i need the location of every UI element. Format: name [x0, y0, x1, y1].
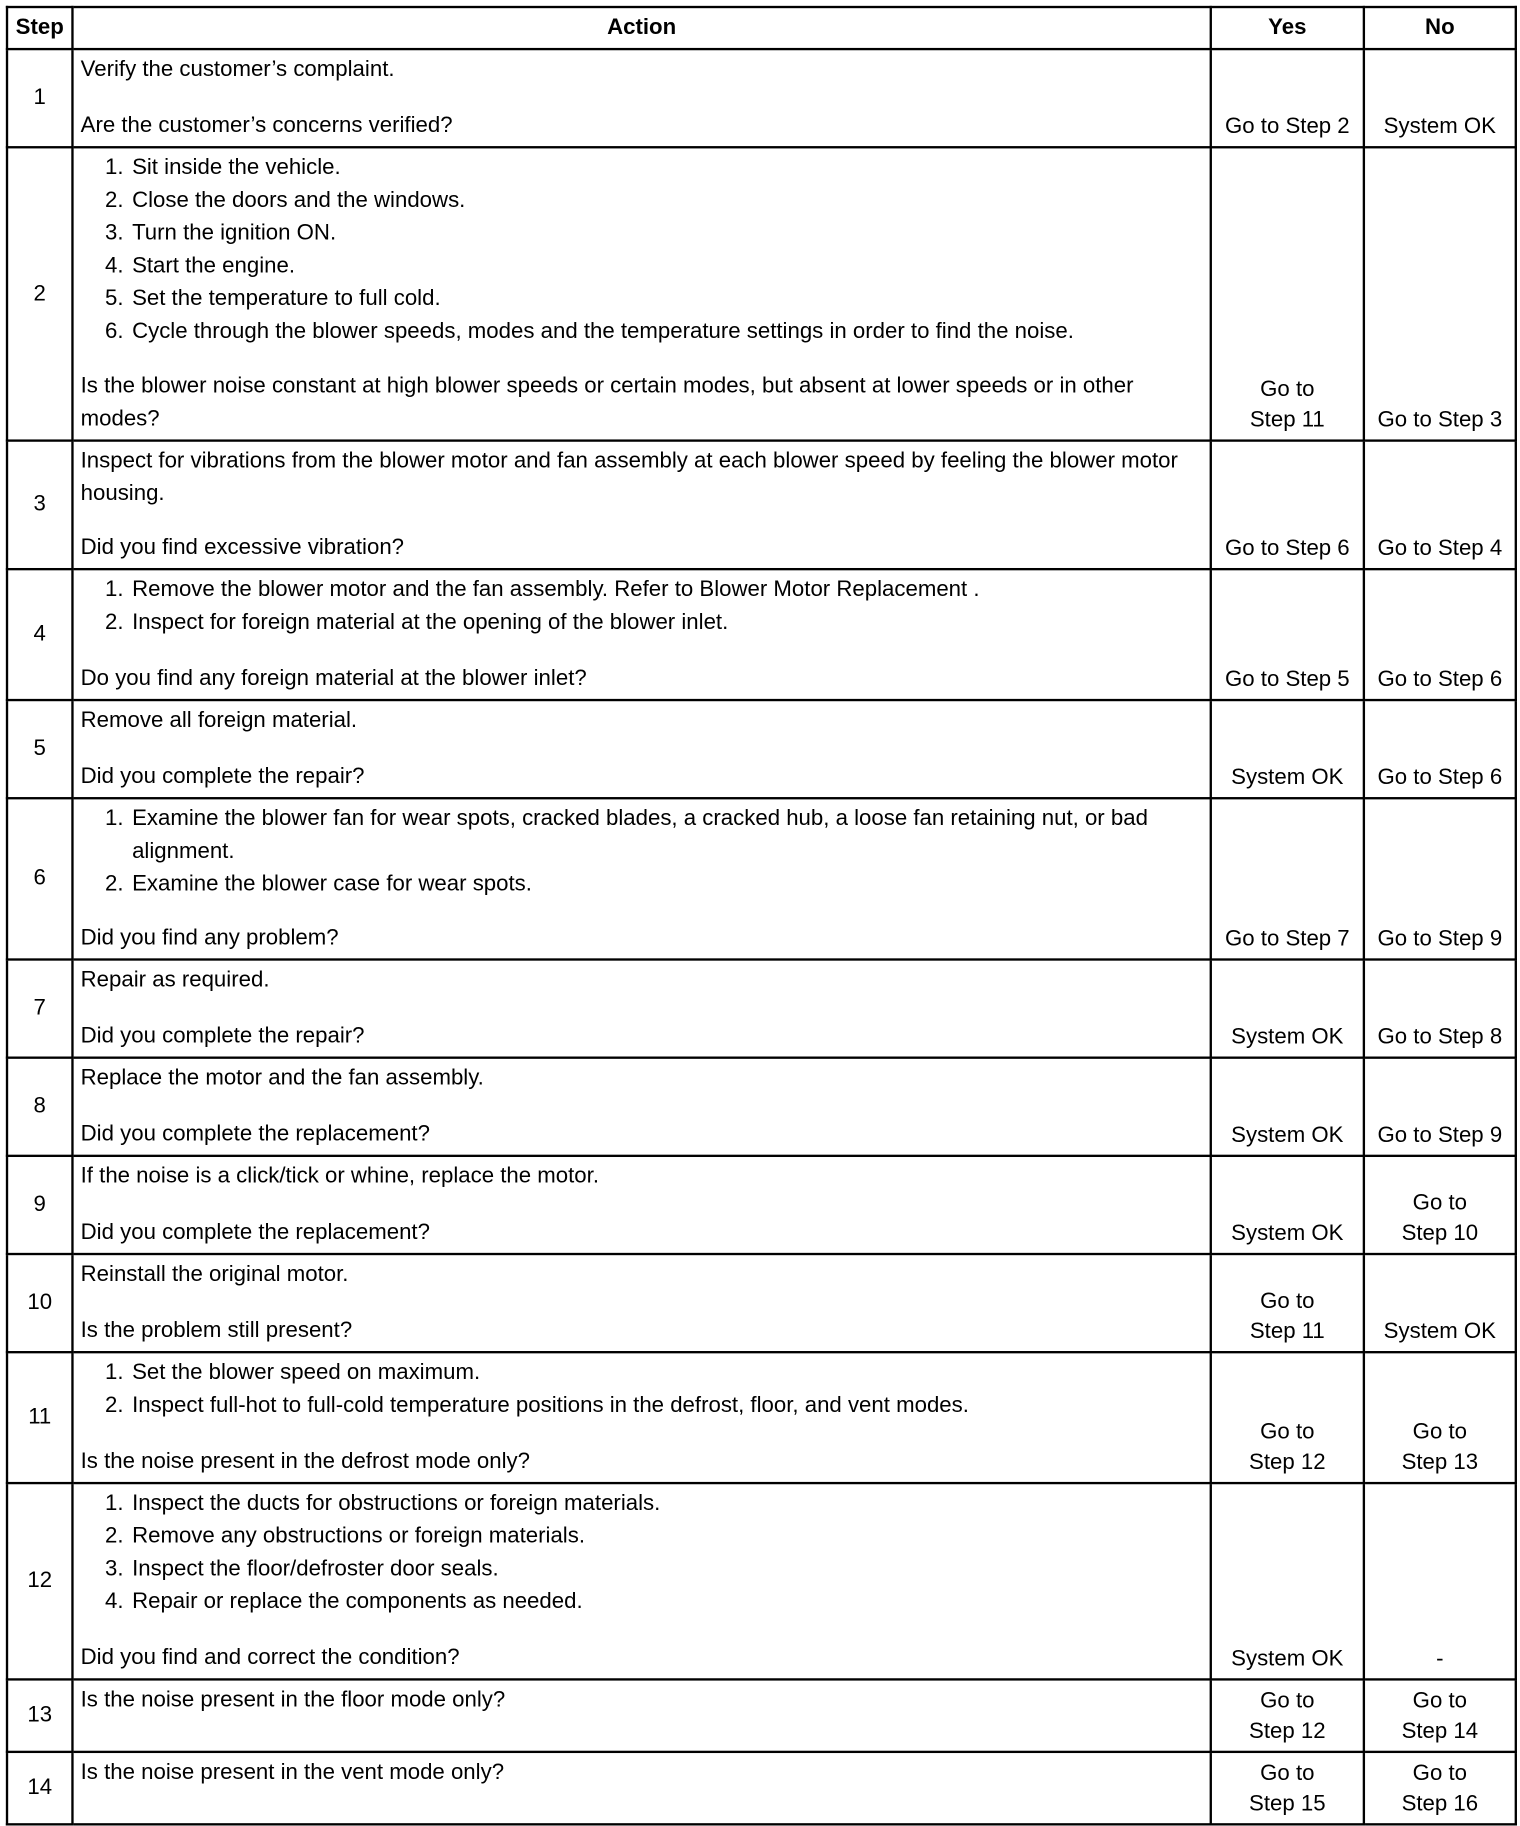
no-result-text: Go to Step 8	[1377, 1024, 1503, 1050]
action-instruction: Remove all foreign material.	[80, 708, 358, 733]
action-cell	[72, 1156, 1210, 1254]
header-yes: Yes	[1211, 7, 1364, 49]
action-list-item: 6. Cycle through the blower speeds, modes and the temperature settings in order to find the noise.	[130, 316, 1205, 349]
action-instruction: If the noise is a click/tick or whine, replace the motor.	[80, 1164, 599, 1189]
action-question: Is the noise present in the vent mode only?	[80, 1760, 505, 1785]
yes-result-text: System OK	[1231, 1221, 1344, 1246]
action-cell	[72, 1679, 1210, 1751]
yes-result	[1211, 700, 1364, 798]
step-number: 4	[7, 569, 72, 700]
yes-result	[1211, 147, 1364, 440]
action-cell	[72, 49, 1210, 147]
no-result	[1364, 1156, 1516, 1254]
table-row	[7, 147, 1516, 440]
action-list-item: 2. Examine the blower case for wear spots.	[130, 868, 1205, 901]
yes-result-text: Go to Step 6	[1224, 536, 1350, 561]
step-number: 12	[7, 1483, 72, 1679]
action-question: Is the noise present in the defrost mode only?	[80, 1449, 530, 1474]
table-row	[7, 960, 1516, 1058]
table-body	[7, 49, 1516, 1824]
diagnostic-table	[6, 6, 1517, 1826]
yes-result-text: System OK	[1231, 1024, 1344, 1050]
yes-result-text: Go to Step 15	[1249, 1761, 1326, 1817]
action-list-item: 2. Remove any obstructions or foreign materials.	[130, 1520, 1205, 1553]
table-row	[7, 798, 1516, 959]
action-list-item: 3. Inspect the floor/defroster door seals.	[130, 1553, 1205, 1586]
action-cell	[72, 960, 1210, 1058]
yes-result	[1211, 1352, 1364, 1483]
action-step-list	[81, 1357, 1205, 1422]
action-cell	[72, 798, 1210, 959]
step-number: 9	[7, 1156, 72, 1254]
yes-result	[1211, 960, 1364, 1058]
action-list-item: 4. Start the engine.	[130, 250, 1205, 283]
header-no: No	[1364, 7, 1516, 49]
no-result-text: Go to Step 16	[1401, 1761, 1479, 1817]
action-step-list	[81, 152, 1205, 348]
no-result-text: Go to Step 6	[1377, 667, 1503, 692]
action-question: Is the noise present in the floor mode only?	[80, 1687, 506, 1713]
no-result-text: Go to Step 14	[1401, 1688, 1479, 1744]
action-list-item: 1. Remove the blower motor and the fan assembly. Refer to Blower Motor Replacement .	[130, 574, 1205, 607]
yes-result	[1211, 1679, 1364, 1751]
yes-result	[1211, 49, 1364, 147]
action-question: Did you complete the replacement?	[80, 1121, 430, 1147]
action-list-item: 2. Inspect for foreign material at the opening of the blower inlet.	[130, 607, 1205, 640]
action-instruction: Inspect for vibrations from the blower motor and fan assembly at each blower speed by feeling the blower motor housing.	[80, 448, 1178, 507]
no-result	[1364, 1752, 1516, 1824]
table-row	[7, 1254, 1516, 1352]
action-cell	[72, 1752, 1210, 1824]
no-result-text: Go to Step 13	[1401, 1419, 1479, 1475]
step-number: 2	[7, 147, 72, 440]
action-list-item: 3. Turn the ignition ON.	[130, 217, 1205, 250]
no-result	[1364, 700, 1516, 798]
no-result	[1364, 147, 1516, 440]
no-result	[1364, 1483, 1516, 1679]
action-step-list	[81, 803, 1205, 901]
no-result-text: Go to Step 4	[1377, 536, 1503, 561]
action-step-list	[81, 574, 1205, 639]
yes-result-text: System OK	[1231, 1646, 1344, 1672]
no-result	[1364, 1352, 1516, 1483]
action-question: Did you complete the repair?	[80, 764, 365, 789]
action-cell	[72, 700, 1210, 798]
yes-result	[1211, 1156, 1364, 1254]
action-list-item: 4. Repair or replace the components as needed.	[130, 1586, 1205, 1619]
table-row	[7, 1679, 1516, 1751]
step-number: 5	[7, 700, 72, 798]
no-result	[1364, 1254, 1516, 1352]
yes-result-text: Go to Step 11	[1249, 1289, 1325, 1345]
table-row	[7, 569, 1516, 700]
yes-result	[1211, 569, 1364, 700]
action-cell	[72, 1058, 1210, 1156]
action-question: Did you complete the replacement?	[80, 1220, 430, 1245]
yes-result-text: Go to Step 5	[1224, 667, 1350, 692]
step-number: 10	[7, 1254, 72, 1352]
no-result-text: Go to Step 6	[1377, 765, 1503, 791]
yes-result	[1211, 1058, 1364, 1156]
action-list-item: 1. Set the blower speed on maximum.	[130, 1357, 1205, 1390]
yes-result-text: Go to Step 7	[1224, 926, 1350, 952]
action-question: Did you find excessive vibration?	[80, 535, 405, 560]
yes-result	[1211, 441, 1364, 570]
action-cell	[72, 1254, 1210, 1352]
no-result	[1364, 1679, 1516, 1751]
table-header-row	[7, 7, 1516, 49]
step-number: 8	[7, 1058, 72, 1156]
step-number: 6	[7, 798, 72, 959]
table-row	[7, 1156, 1516, 1254]
step-number: 1	[7, 49, 72, 147]
action-list-item: 2. Close the doors and the windows.	[130, 185, 1205, 218]
action-question: Are the customer’s concerns verified?	[80, 113, 453, 138]
action-instruction: Verify the customer’s complaint.	[80, 57, 395, 82]
no-result-text: System OK	[1383, 114, 1496, 140]
table-row	[7, 700, 1516, 798]
action-step-list	[81, 1488, 1205, 1619]
yes-result	[1211, 1483, 1364, 1679]
step-number: 11	[7, 1352, 72, 1483]
no-result	[1364, 1058, 1516, 1156]
table-row	[7, 1058, 1516, 1156]
no-result-text: Go to Step 10	[1401, 1190, 1479, 1246]
yes-result	[1211, 1752, 1364, 1824]
no-result	[1364, 569, 1516, 700]
no-result	[1364, 441, 1516, 570]
step-number: 7	[7, 960, 72, 1058]
no-result-text: System OK	[1383, 1319, 1496, 1345]
action-cell	[72, 1483, 1210, 1679]
yes-result	[1211, 1254, 1364, 1352]
table-row	[7, 1483, 1516, 1679]
step-number: 14	[7, 1752, 72, 1824]
table-row	[7, 441, 1516, 570]
action-question: Did you complete the repair?	[80, 1023, 365, 1049]
yes-result-text: System OK	[1231, 765, 1344, 791]
action-question: Do you find any foreign material at the blower inlet?	[80, 666, 587, 691]
action-cell	[72, 147, 1210, 440]
table-row	[7, 1352, 1516, 1483]
table-row	[7, 49, 1516, 147]
yes-result-text: Go to Step 12	[1249, 1419, 1326, 1475]
yes-result-text: Go to Step 11	[1249, 377, 1325, 433]
action-instruction: Reinstall the original motor.	[80, 1262, 349, 1287]
yes-result	[1211, 798, 1364, 959]
action-question: Did you find any problem?	[80, 925, 339, 951]
action-cell	[72, 441, 1210, 570]
action-instruction: Repair as required.	[80, 967, 270, 993]
action-question: Is the problem still present?	[80, 1318, 353, 1343]
table-row	[7, 1752, 1516, 1824]
step-number: 13	[7, 1679, 72, 1751]
action-list-item: 1. Sit inside the vehicle.	[130, 152, 1205, 185]
action-list-item: 1. Inspect the ducts for obstructions or foreign materials.	[130, 1488, 1205, 1521]
no-result	[1364, 49, 1516, 147]
no-result-text: Go to Step 9	[1377, 926, 1503, 952]
no-result-text: Go to Step 3	[1377, 407, 1503, 433]
yes-result-text: Go to Step 2	[1224, 114, 1350, 140]
yes-result-text: System OK	[1231, 1123, 1344, 1148]
header-step: Step	[7, 7, 72, 49]
action-question: Did you find and correct the condition?	[80, 1645, 460, 1671]
no-result	[1364, 960, 1516, 1058]
action-question: Is the blower noise constant at high blower speeds or certain modes, but absent at lower speeds or in other modes?	[80, 373, 1134, 432]
step-number: 3	[7, 441, 72, 570]
yes-result-text: Go to Step 12	[1249, 1688, 1326, 1744]
action-cell	[72, 1352, 1210, 1483]
no-result-text: Go to Step 9	[1377, 1123, 1503, 1148]
no-result	[1364, 798, 1516, 959]
action-cell	[72, 569, 1210, 700]
action-list-item: 1. Examine the blower fan for wear spots, cracked blades, a cracked hub, a loose fan retaining nut, or bad alignment.	[130, 803, 1205, 868]
action-list-item: 2. Inspect full-hot to full-cold temperature positions in the defrost, floor, and vent modes.	[130, 1390, 1205, 1423]
no-result-text: -	[1436, 1646, 1444, 1672]
action-instruction: Replace the motor and the fan assembly.	[80, 1065, 484, 1091]
action-list-item: 5. Set the temperature to full cold.	[130, 283, 1205, 316]
header-action: Action	[72, 7, 1210, 49]
